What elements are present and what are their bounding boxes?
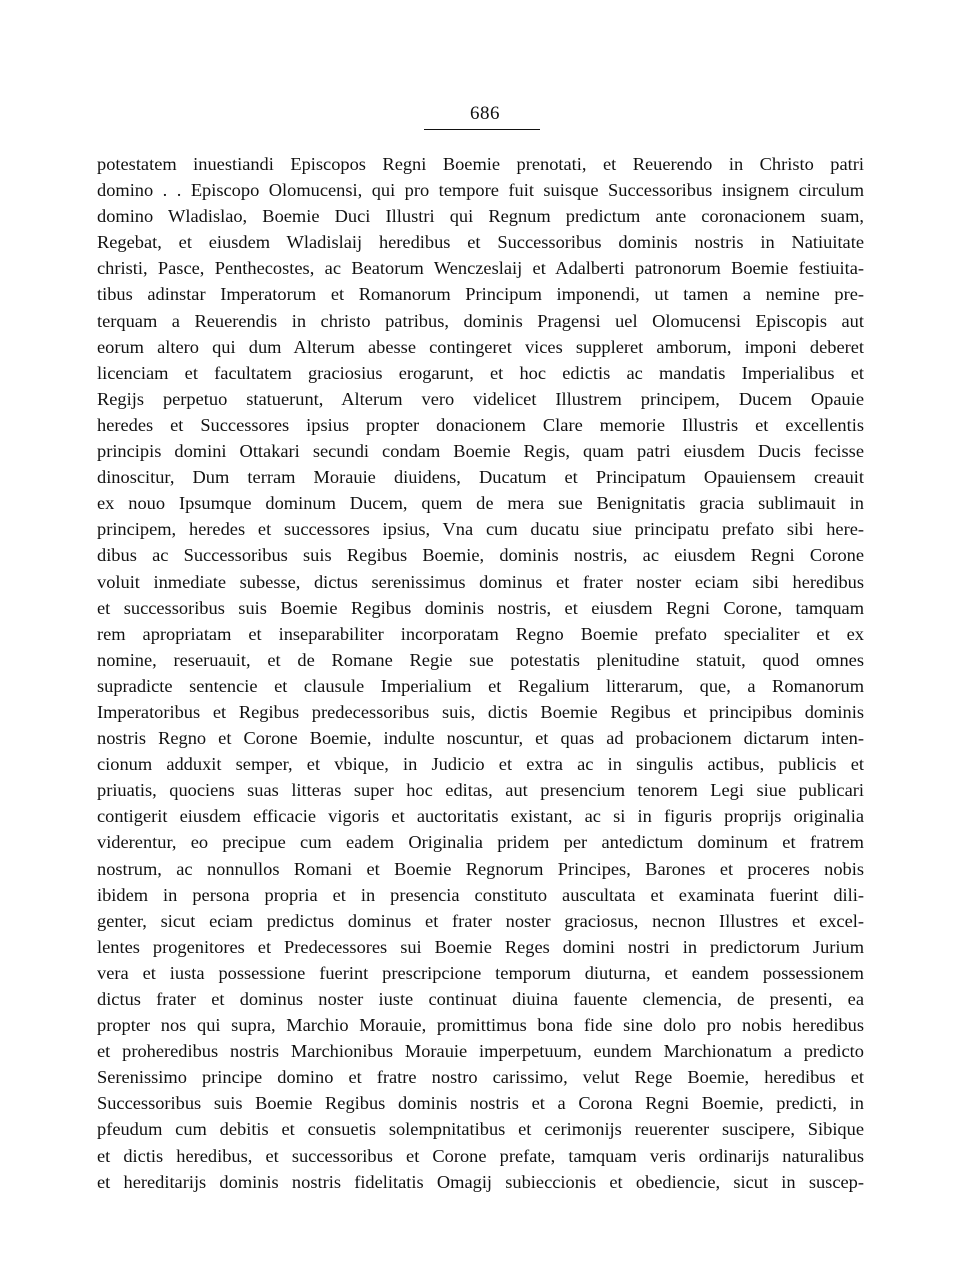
text-line: ex nouo Ipsumque dominum Ducem, quem de mera sue Benignitatis gracia sublimauit in (97, 493, 864, 514)
text-line: dibus ac Successoribus suis Regibus Boemie, dominis nostris, ac eiusdem Regni Corone (97, 545, 864, 566)
text-line: nostrum, ac nonnullos Romani et Boemie Regnorum Principes, Barones et proceres nobis (97, 858, 864, 879)
text-line: Serenissimo principe domino et fratre nostro carissimo, velut Rege Boemie, heredibus et (97, 1067, 864, 1088)
text-line: licenciam et facultatem graciosius erogarunt, et hoc edictis ac mandatis Imperialibus et (97, 362, 864, 383)
text-line: eorum altero qui dum Alterum abesse contingeret vices suppleret amborum, imponi deberet (97, 336, 864, 357)
text-line: dinoscitur, Dum terram Morauie diuidens, Ducatum et Principatum Opauiensem creauit (97, 467, 864, 488)
text-line: priuatis, quociens suas litteras super hoc editas, aut presencium tenorem Legi siue publicari (97, 780, 864, 801)
text-line: et successoribus suis Boemie Regibus dominis nostris, et eiusdem Regni Corone, tamquam (97, 597, 864, 618)
text-line: domino Wladislao, Boemie Duci Illustri qui Regnum predictum ante coronacionem suam, (97, 206, 864, 227)
text-line: voluit inmediate subesse, dictus serenissimus dominus et frater noster eciam sibi heredibus (97, 571, 864, 592)
text-line: dictus frater et dominus noster iuste continuat diuina fauente clemencia, de presenti, ea (97, 989, 864, 1009)
page-number-rule (424, 129, 540, 130)
text-line: domino . . Episcopo Olomucensi, qui pro tempore fuit suisque Successoribus insignem circulum (97, 180, 864, 201)
text-line: vera et iusta possessione fuerint prescripcione temporum diuturna, et eandem possessionem (97, 962, 864, 983)
text-line: heredes et Successores ipsius propter donacionem Clare memorie Illustris et excellentis (97, 414, 864, 435)
page-number: 686 (470, 103, 500, 124)
text-line: Regebat, et eiusdem Wladislaij heredibus et Successoribus dominis nostris in Natiuitate (97, 232, 864, 253)
text-line: nostris Regno et Corone Boemie, indulte noscuntur, et quas ad probacionem dictarum inten- (97, 728, 864, 749)
text-line: cionum adduxit semper, et vbique, in Judicio et extra ac in singulis actibus, publicis et (97, 754, 864, 775)
text-line: supradicte sentencie et clausule Imperialium et Regalium litterarum, que, a Romanorum (97, 675, 864, 696)
text-line: christi, Pasce, Penthecostes, ac Beatorum Wenczeslaij et Adalberti patronorum Boemie festiuita- (97, 258, 864, 279)
body-text (97, 151, 864, 1195)
text-line: genter, sicut eciam predictus dominus et frater noster graciosus, necnon Illustres et excel- (97, 910, 864, 931)
text-line: nomine, reseruauit, et de Romane Regie sue potestatis plenitudine statuit, quod omnes (97, 649, 864, 670)
text-line: Regijs perpetuo statuerunt, Alterum vero videlicet Illustrem principem, Ducem Opauie (97, 388, 864, 409)
text-line: et dictis heredibus, et successoribus et Corone prefate, tamquam veris ordinarijs naturalibus (97, 1145, 864, 1166)
text-line: potestatem inuestiandi Episcopos Regni Boemie prenotati, et Reuerendo in Christo patri (97, 154, 864, 174)
text-line: propter nos qui supra, Marchio Morauie, promittimus bona fide sine dolo pro nobis heredibus (97, 1015, 864, 1036)
text-line: viderentur, eo precipue cum eadem Originalia pridem per antedictum dominum et fratrem (97, 832, 864, 853)
text-line: Successoribus suis Boemie Regibus dominis nostris et a Corona Regni Boemie, predicti, in (97, 1093, 864, 1114)
text-line: contigerit eiusdem efficacie vigoris et auctoritatis existant, ac si in figuris proprijs originalia (97, 806, 864, 827)
text-line: et hereditarijs dominis nostris fidelitatis Omagij subieccionis et obediencie, sicut in suscep- (97, 1171, 864, 1192)
text-line: ibidem in persona propria et in presencia constituto auscultata et examinata fuerint dili- (97, 884, 864, 905)
text-line: Imperatoribus et Regibus predecessoribus suis, dictis Boemie Regibus et principibus dominis (97, 701, 864, 722)
text-line: et proheredibus nostris Marchionibus Morauie imperpetuum, eundem Marchionatum a predicto (97, 1041, 864, 1062)
text-line: lentes progenitores et Predecessores sui Boemie Reges domini nostri in predictorum Jurium (97, 936, 864, 957)
text-line: rem apropriatam et inseparabiliter incorporatam Regno Boemie prefato specialiter et ex (97, 623, 864, 644)
text-line: principis domini Ottakari secundi condam Boemie Regis, quam patri eiusdem Ducis fecisse (97, 441, 864, 462)
text-line: principem, heredes et successores ipsius, Vna cum ducatu siue principatu prefato sibi here- (97, 519, 864, 540)
text-line: tibus adinstar Imperatorum et Romanorum Principum imponendi, ut tamen a nemine pre- (97, 284, 864, 305)
text-line: terquam a Reuerendis in christo patribus, dominis Pragensi uel Olomucensi Episcopis aut (97, 310, 864, 331)
text-line: pfeudum cum debitis et consuetis solempnitatibus et cerimonijs reuerenter suscipere, Sibique (97, 1119, 864, 1140)
